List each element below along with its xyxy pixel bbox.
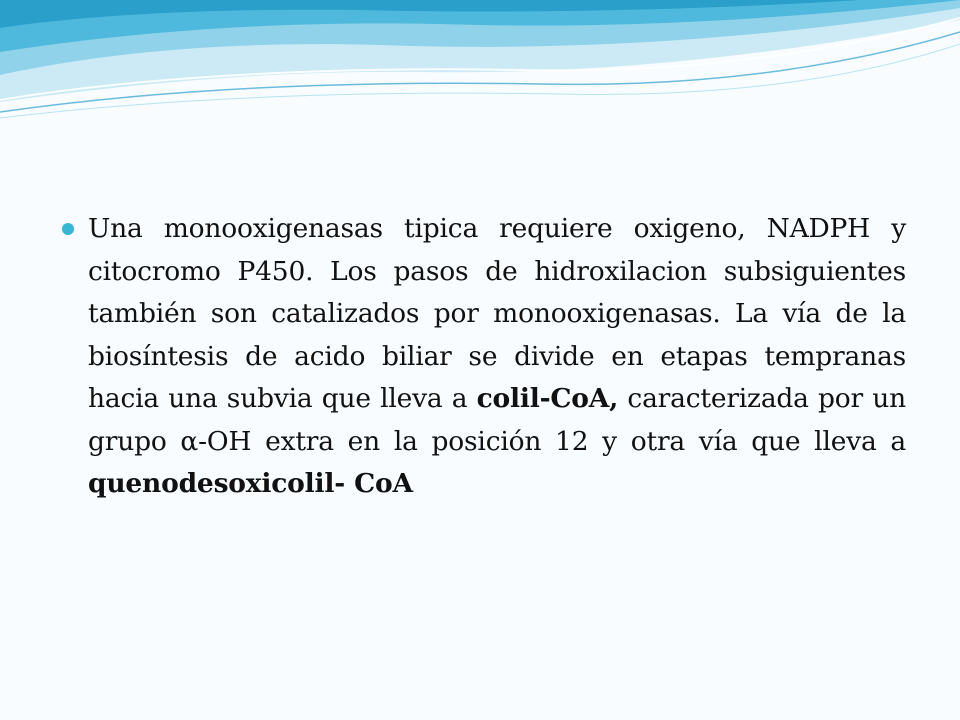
bullet-dot-icon bbox=[62, 223, 74, 235]
bullet-paragraph bbox=[88, 208, 906, 506]
bold-term-quenodesoxicolil-coa: quenodesoxicolil- CoA bbox=[88, 468, 413, 499]
bullet-text-part-1: Una monooxigenasas tipica requiere oxigeno, NADPH y citocromo P450. Los pasos de hidroxilacion subsiguientes también son catalizados por monooxigenasas. La vía de la biosíntesis de acido biliar se divide en etapas tempranas hacia una subvia que lleva a bbox=[88, 213, 906, 414]
bullet-text-part-2: caracterizada por un grupo α-OH extra en la posición 12 y otra vía que lleva a bbox=[88, 383, 906, 457]
header-wave-decoration bbox=[0, 0, 960, 130]
bullet-item bbox=[60, 208, 906, 506]
bold-term-colil-coa: colil-CoA, bbox=[476, 383, 619, 414]
